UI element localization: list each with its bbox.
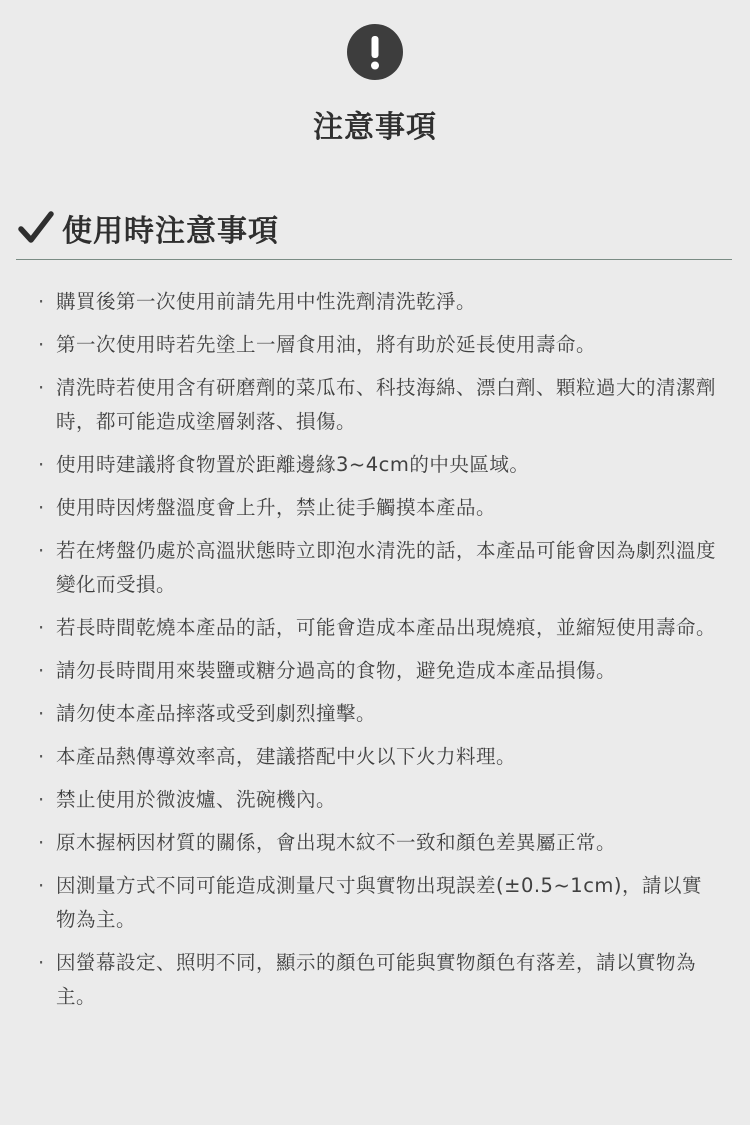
bullet: ·	[38, 616, 45, 639]
list-item-text: 原木握柄因材質的關係，會出現木紋不一致和顏色差異屬正常。	[56, 831, 617, 854]
list-item-text: 禁止使用於微波爐、洗碗機內。	[56, 788, 337, 811]
list-item-text: 若長時間乾燒本產品的話，可能會造成本產品出現燒痕，並縮短使用壽命。	[56, 616, 717, 639]
bullet: ·	[38, 376, 45, 399]
list-item	[36, 869, 716, 937]
list-item-text: 購買後第一次使用前請先用中性洗劑清洗乾淨。	[56, 290, 477, 313]
bullet: ·	[38, 874, 45, 897]
list-item	[36, 371, 716, 439]
section-divider	[16, 259, 732, 260]
list-item-text: 清洗時若使用含有研磨劑的菜瓜布、科技海綿、漂白劑、顆粒過大的清潔劑時，都可能造成塗層剝落、損傷。	[56, 376, 717, 433]
bullet: ·	[38, 745, 45, 768]
list-item	[36, 654, 716, 688]
bullet: ·	[38, 290, 45, 313]
list-item	[36, 285, 716, 319]
bullet: ·	[38, 831, 45, 854]
exclamation-icon	[347, 24, 403, 80]
list-item-text: 本產品熱傳導效率高，建議搭配中火以下火力料理。	[56, 745, 517, 768]
list-item-text: 第一次使用時若先塗上一層食用油，將有助於延長使用壽命。	[56, 333, 597, 356]
list-item	[36, 826, 716, 860]
bullet: ·	[38, 333, 45, 356]
list-item	[36, 740, 716, 774]
list-item-text: 使用時建議將食物置於距離邊緣3~4cm的中央區域。	[56, 453, 530, 476]
bullet: ·	[38, 951, 45, 974]
page-title: 注意事項	[313, 110, 437, 145]
bullet: ·	[38, 496, 45, 519]
bullet: ·	[38, 453, 45, 476]
list-item-text: 因螢幕設定、照明不同，顯示的顏色可能與實物顏色有落差，請以實物為主。	[56, 951, 697, 1008]
list-item	[36, 491, 716, 525]
bullet: ·	[38, 702, 45, 725]
list-item	[36, 611, 716, 645]
list-item	[36, 534, 716, 602]
bullet: ·	[38, 539, 45, 562]
bullet: ·	[38, 659, 45, 682]
list-item	[36, 946, 716, 1014]
list-item	[36, 783, 716, 817]
list-item	[36, 448, 716, 482]
check-icon	[18, 210, 54, 246]
list-item-text: 因測量方式不同可能造成測量尺寸與實物出現誤差(±0.5~1cm)，請以實物為主。	[56, 874, 703, 931]
list-item-text: 請勿使本產品摔落或受到劇烈撞擊。	[56, 702, 377, 725]
notice-list	[36, 285, 716, 1023]
bullet: ·	[38, 788, 45, 811]
section-header	[18, 200, 279, 256]
list-item-text: 請勿長時間用來裝鹽或糖分過高的食物，避免造成本產品損傷。	[56, 659, 617, 682]
section-title: 使用時注意事項	[62, 214, 279, 249]
list-item	[36, 328, 716, 362]
list-item	[36, 697, 716, 731]
list-item-text: 若在烤盤仍處於高溫狀態時立即泡水清洗的話，本產品可能會因為劇烈溫度變化而受損。	[56, 539, 717, 596]
list-item-text: 使用時因烤盤溫度會上升，禁止徒手觸摸本產品。	[56, 496, 497, 519]
